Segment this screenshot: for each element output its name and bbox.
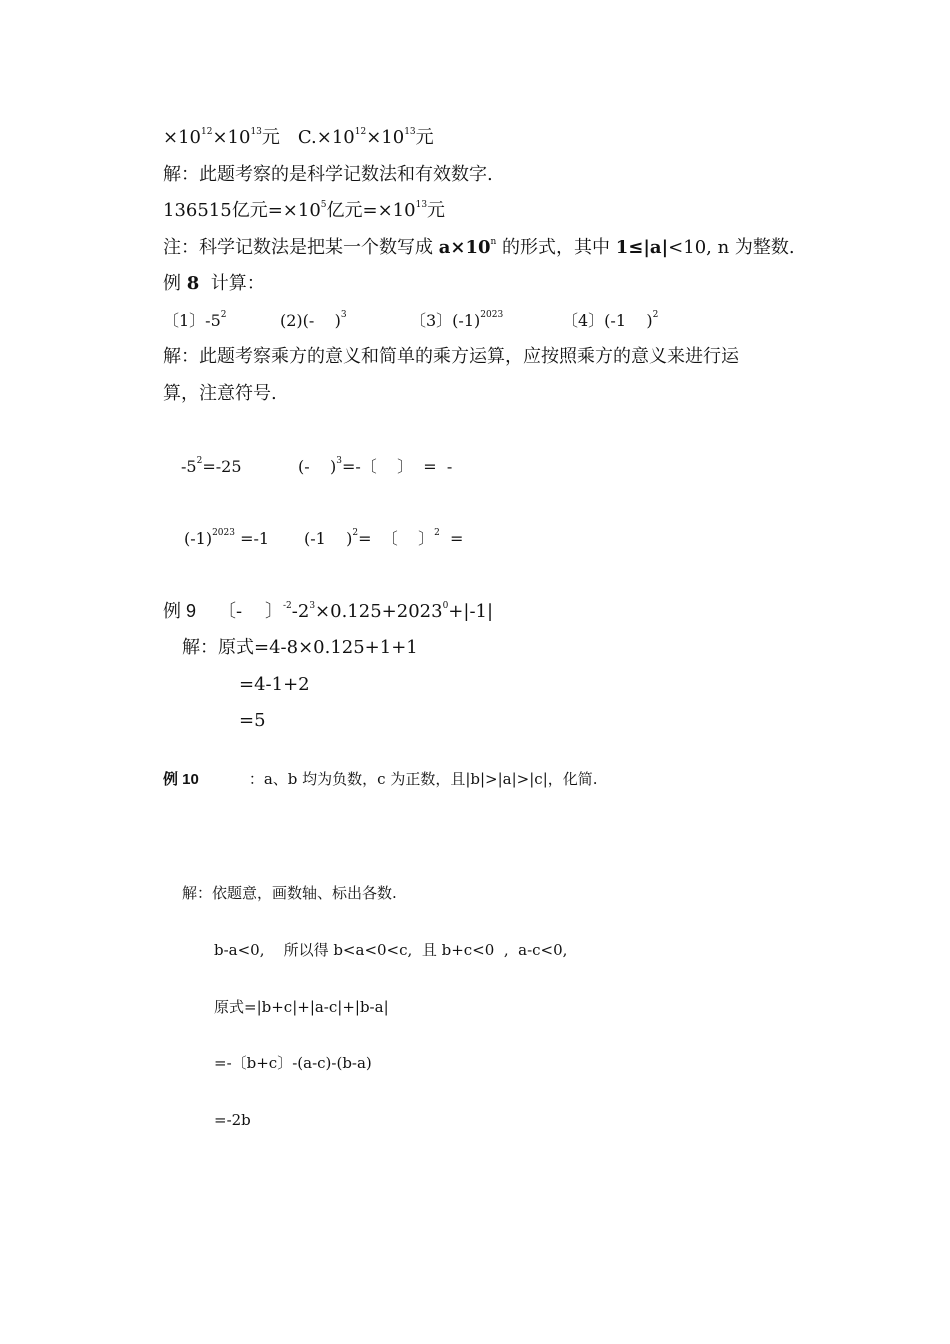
problem-part-3: [410, 309, 503, 333]
example-heading: [163, 272, 265, 296]
text: =-1: [234, 529, 270, 548]
text: ×10: [212, 127, 251, 148]
text: ×0.125+2023: [315, 601, 443, 622]
problem-part-1: [163, 309, 227, 333]
solution-step: =-2b: [214, 1111, 251, 1129]
text: =-25: [202, 457, 242, 476]
superscript: 2023: [480, 310, 504, 320]
text: 〔4〕(-1 ): [562, 311, 653, 330]
text: (-1): [184, 529, 213, 548]
text: -2: [291, 601, 310, 622]
solution-step: b-a<0, 所以得 b<a<0<c, 且 b+c<0 , a-c<0,: [214, 941, 568, 959]
solution-step: =4-1+2: [239, 674, 310, 695]
superscript: -2: [282, 601, 292, 611]
superscript: n: [490, 237, 497, 247]
superscript: 13: [415, 200, 428, 210]
superscript: 5: [320, 200, 327, 210]
superscript: 13: [404, 127, 416, 137]
answer-line-d: [304, 527, 463, 551]
superscript: 3: [309, 601, 316, 611]
text: 元: [415, 127, 434, 148]
formula: 1≤|a|: [615, 237, 669, 258]
superscript: 2: [352, 528, 359, 538]
superscript: 2: [652, 310, 659, 320]
text: (-1 ): [304, 529, 353, 548]
text: (- ): [298, 457, 337, 476]
solution-line: 解：此题考察的是科学记数法和有效数字.: [163, 164, 493, 185]
text: 计算：: [199, 273, 265, 294]
superscript: 2: [196, 456, 203, 466]
superscript: 13: [250, 127, 262, 137]
text: =-〔 〕 = -: [341, 457, 453, 476]
text: 注：科学记数法是把某一个数写成: [163, 237, 439, 258]
text: 〔3〕(-1): [410, 311, 481, 330]
solution-step: =-〔b+c〕-(a-c)-(b-a): [214, 1054, 372, 1072]
text: (2)(- ): [280, 311, 341, 330]
solution-line: 解：此题考察乘方的意义和简单的乘方运算，应按照乘方的意义来进行运: [163, 346, 739, 367]
note-line: [163, 236, 795, 260]
superscript: 3: [340, 310, 347, 320]
example-9-line: [163, 599, 493, 624]
solution-line: 解：依题意，画数轴、标出各数.: [182, 884, 397, 902]
text: 136515亿元=×10: [163, 200, 321, 221]
answer-line-b: [298, 455, 452, 479]
text: 为整数.: [729, 237, 795, 258]
example-number: 8: [186, 273, 200, 294]
text: =: [439, 529, 464, 548]
calculation-line: [163, 199, 445, 223]
text: 〔1〕-5: [163, 311, 221, 330]
text: 元 C.×10: [261, 127, 355, 148]
superscript: 12: [201, 127, 213, 137]
problem-part-2: [280, 309, 347, 333]
text: ×10: [163, 127, 201, 148]
example-label: 例 10: [163, 771, 199, 788]
solution-step: 解：原式=4-8×0.125+1+1: [182, 637, 418, 658]
example-label: 例 9: [163, 601, 197, 621]
solution-step: =5: [239, 710, 266, 731]
formula: a×10: [438, 237, 491, 258]
text: 例: [163, 273, 187, 294]
text: ×10: [366, 127, 405, 148]
text: <10, n: [668, 237, 730, 258]
problem-part-4: [562, 309, 658, 333]
answer-line-c: [184, 527, 269, 551]
text: -5: [181, 457, 197, 476]
option-line: [163, 126, 434, 150]
text: ：a、b 均为负数，c 为正数，且|b|>|a|>|c|，化简.: [248, 770, 598, 788]
solution-step: 原式=|b+c|+|a-c|+|b-a|: [214, 998, 389, 1016]
text: 〔- 〕: [218, 601, 283, 622]
answer-line-a: [181, 455, 242, 479]
superscript: 0: [442, 601, 449, 611]
text: 亿元=×10: [326, 200, 416, 221]
superscript: 2: [220, 310, 227, 320]
solution-line: 算，注意符号.: [163, 383, 277, 404]
text: 的形式，其中: [496, 237, 616, 258]
text: +|-1|: [448, 601, 494, 622]
example-10-line: [163, 767, 598, 792]
superscript: 2023: [212, 528, 235, 538]
superscript: 12: [354, 127, 367, 137]
text: = 〔 〕: [358, 529, 435, 548]
superscript: 3: [336, 456, 342, 466]
superscript: 2: [434, 528, 440, 538]
text: 元: [427, 200, 446, 221]
